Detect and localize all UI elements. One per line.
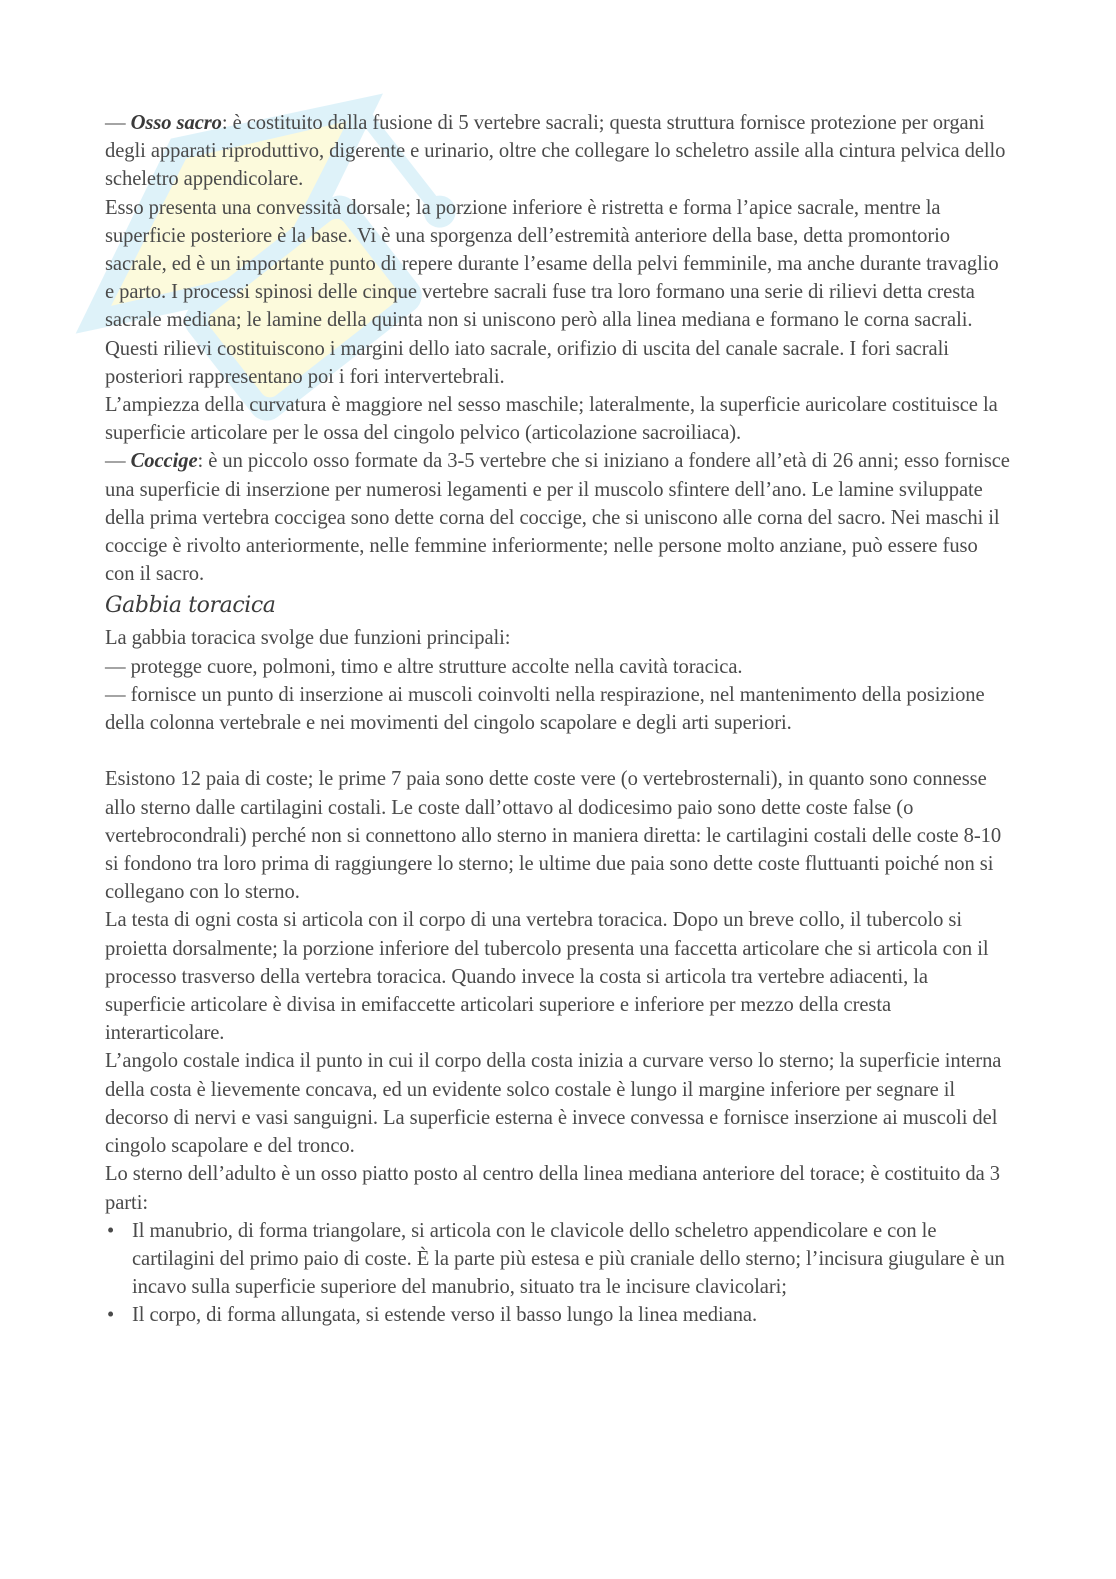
funzioni-intro: La gabbia toracica svolge due funzioni principali: <box>105 627 511 650</box>
bullet-icon: • <box>107 1219 115 1242</box>
funzione-item: — fornisce un punto di inserzione ai muscoli coinvolti nella respirazione, nel mantenimento della posizione della colonna vertebrale e nei movimenti del cingolo scapolare e degli arti superiori. <box>105 683 985 735</box>
coccige-text: : è un piccolo osso formate da 3-5 vertebre che si iniziano a fondere all’età di 26 anni; esso fornisce una superficie di inserzione per numerosi legamenti e per il muscolo sfintere dell’ano. Le lamine sviluppate della prima vertebra coccigea sono dette corna del coccige, che si uniscono alle corna del sacro. Nei maschi il coccige è rivolto anteriormente, nelle femmine inferiormente; nelle persone molto anziane, può essere fuso con il sacro. <box>105 450 1010 586</box>
sterno-parts-list <box>105 1217 1010 1330</box>
coste-paragraph-2: La testa di ogni costa si articola con il corpo di una vertebra toracica. Dopo un breve collo, il tubercolo si proietta dorsalmente; la porzione inferiore del tubercolo presenta una faccetta articolare che si articola con il processo trasverso della vertebra toracica. Quando invece la costa si articola tra vertebre adiacenti, la superficie articolare è divisa in emifaccette articolari superiore e inferiore per mezzo della cresta interarticolare. <box>105 909 989 1045</box>
sacro-paragraph <box>105 109 1010 194</box>
sacro-paragraph-3: L’ampiezza della curvatura è maggiore nel sesso maschile; lateralmente, la superficie auricolare costituisce la superficie articolare per le ossa del cingolo pelvico (articolazione sacroiliaca). <box>105 394 998 445</box>
list-item <box>105 1301 1010 1329</box>
sacro-text: : è costituito dalla fusione di 5 vertebre sacrali; questa struttura fornisce protezione per organi degli apparati riproduttivo, digerente e urinario, oltre che collegare lo scheletro assile alla cintura pelvica dello scheletro appendicolare. <box>105 112 1006 191</box>
section-heading: Gabbia toracica <box>105 593 276 619</box>
coccige-paragraph <box>105 447 1010 588</box>
coccige-term: Coccige <box>130 450 198 473</box>
sacro-term: Osso sacro <box>130 112 222 134</box>
sacro-paragraph-2: Esso presenta una convessità dorsale; la porzione inferiore è ristretta e forma l’apice sacrale, mentre la superficie posteriore è la base. Vi è una sporgenza dell’estremità anteriore della base, detta promontorio sacrale, ed è un importante punto di repere durante l’esame della pelvi femminile, ma anche durante travaglio e parto. I processi spinosi delle cinque vertebre sacrali fuse tra loro formano una serie di rilievi detta cresta sacrale mediana; le lamine della quinta non si uniscono però alla linea mediana e formano le corna sacrali. Questi rilievi costituiscono i margini dello iato sacrale, orifizio di uscita del canale sacrale. I fori sacrali posteriori rappresentano poi i fori intervertebrali. <box>105 196 999 388</box>
coste-paragraph-1: Esistono 12 paia di coste; le prime 7 paia sono dette coste vere (o vertebrosternali), in quanto sono connesse allo sterno dalle cartilagini costali. Le coste dall’ottavo al dodicesimo paio sono dette coste false (o vertebrocondrali) perché non si connettono allo sterno in maniera diretta: le cartilagini costali delle coste 8-10 si fondono tra loro prima di raggiungere lo sterno; le ultime due paia sono dette coste fluttuanti poiché non si collegano con lo sterno. <box>105 768 1002 904</box>
document-page <box>105 109 1010 1330</box>
coste-paragraph-3: L’angolo costale indica il punto in cui il corpo della costa inizia a curvare verso lo sterno; la superficie interna della costa è lievemente concava, ed un evidente solco costale è lungo il margine inferiore per segnare il decorso di nervi e vasi sanguigni. La superficie esterna è invece convessa e fornisce inserzione ai muscoli del cingolo scapolare e del tronco. <box>105 1050 1002 1158</box>
sacro-dash: — <box>105 112 131 134</box>
bullet-icon: • <box>107 1304 115 1327</box>
sterno-intro: Lo sterno dell’adulto è un osso piatto posto al centro della linea mediana anteriore del torace; è costituito da 3 parti: <box>105 1163 1000 1214</box>
coccige-dash: — <box>105 450 131 473</box>
list-item-text: Il corpo, di forma allungata, si estende verso il basso lungo la linea mediana. <box>132 1304 758 1327</box>
funzione-item: — protegge cuore, polmoni, timo e altre strutture accolte nella cavità toracica. <box>105 655 743 678</box>
list-item-text: Il manubrio, di forma triangolare, si articola con le clavicole dello scheletro appendicolare e con le cartilagini del primo paio di coste. È la parte più estesa e più craniale dello sterno; l’incisura giugulare è un incavo sulla superficie superiore del manubrio, situato tra le incisure clavicolari; <box>132 1219 1005 1299</box>
paragraph-spacer <box>105 737 1010 765</box>
list-item <box>105 1217 1010 1302</box>
